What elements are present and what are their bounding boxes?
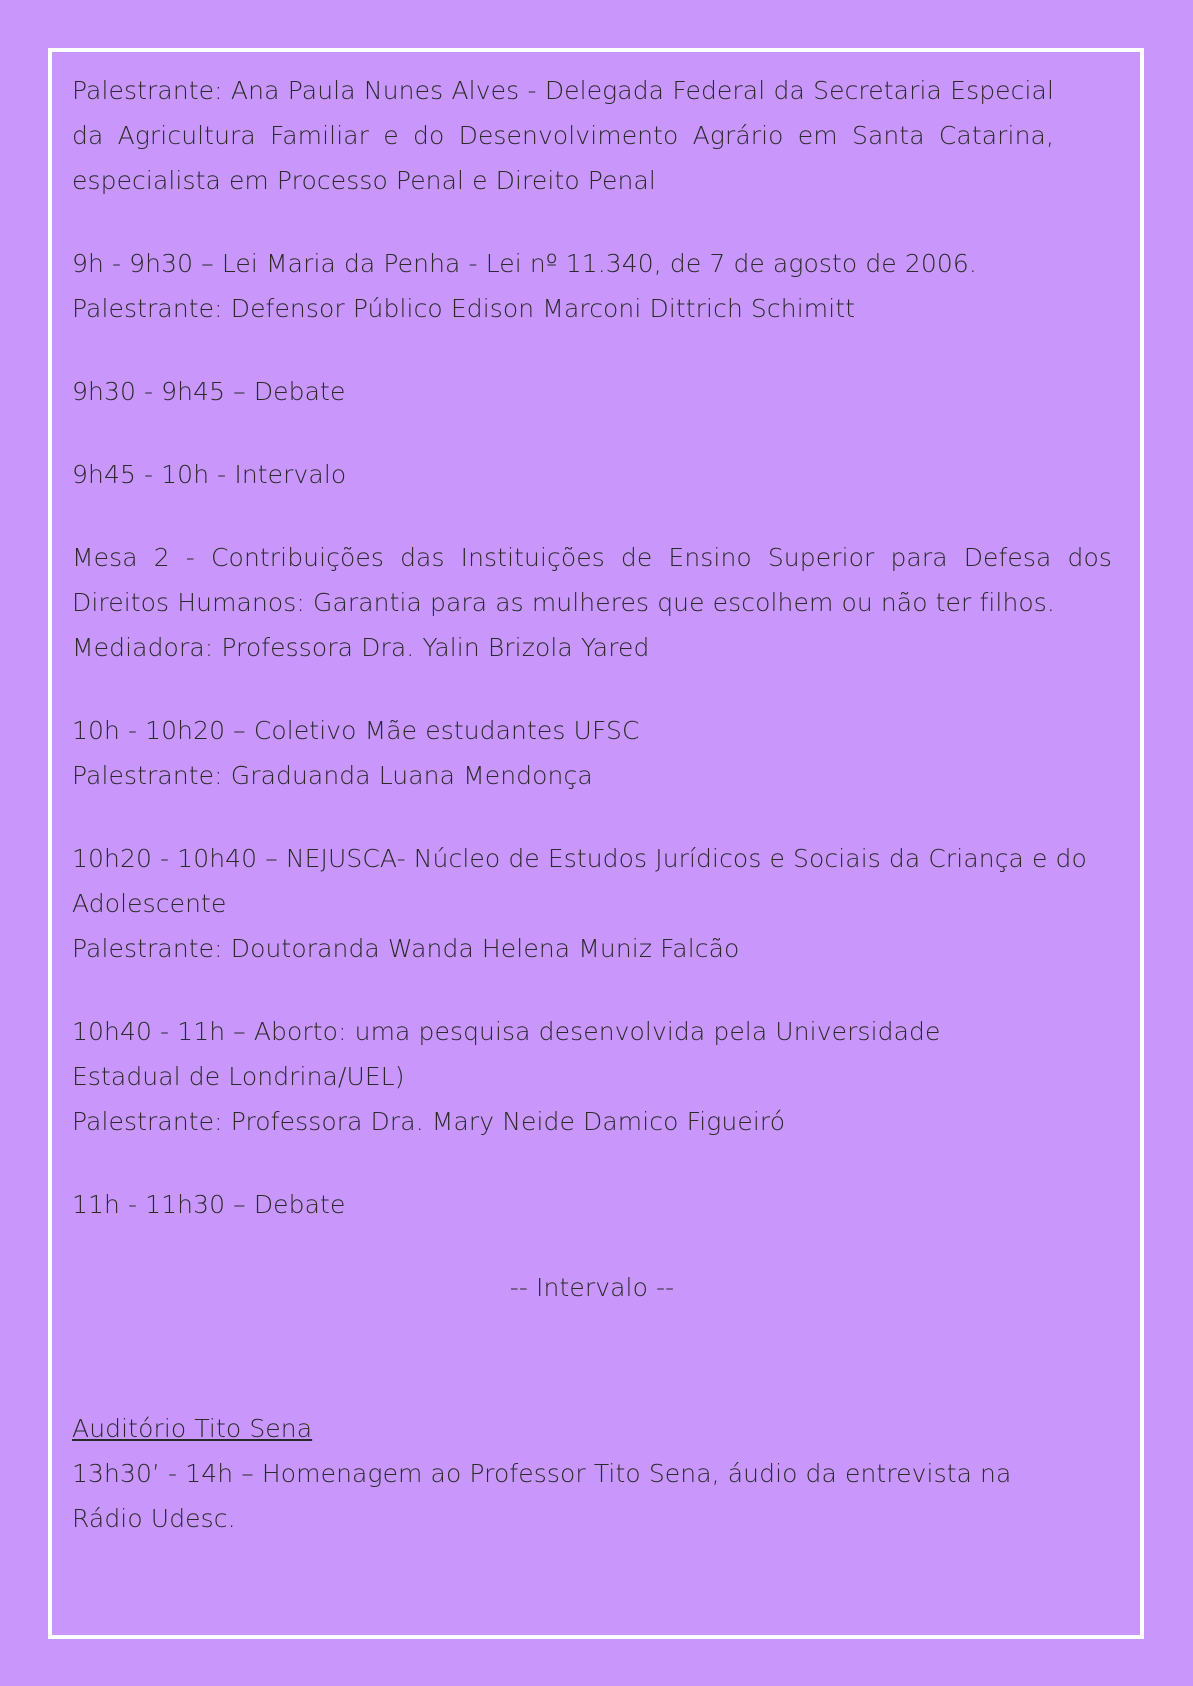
program-schedule — [72, 68, 1112, 1579]
panel-mesa-2 — [72, 535, 1112, 670]
speaker-line: Palestrante: Ana Paula Nunes Alves - Delegada Federal da Secretaria Especial da Agricultura Familiar e do Desenvolvimento Agrário em Santa Catarina, especialista em Processo Penal e Direito Penal — [72, 76, 1054, 195]
session-title: 9h - 9h30 – Lei Maria da Penha - Lei nº 11.340, de 7 de agosto de 2006. — [72, 249, 977, 278]
session-title: 10h40 - 11h – Aborto: uma pesquisa desenvolvida pela Universidade — [72, 1017, 941, 1046]
session-nejusca — [72, 836, 1112, 971]
session-lei-maria-da-penha — [72, 241, 1112, 331]
session-intervalo-1 — [72, 452, 1112, 497]
auditorium-title: Auditório Tito Sena — [72, 1414, 313, 1443]
session-title-continued: Estadual de Londrina/UEL) — [72, 1062, 405, 1091]
session-aborto — [72, 1009, 1112, 1144]
panel-title: Mesa 2 - Contribuições das Instituições de Ensino Superior para Defesa dos Direitos Humanos: Garantia para as mulheres que escolhem ou não ter filhos. — [72, 543, 1112, 617]
session-title: 9h45 - 10h - Intervalo — [72, 460, 347, 489]
session-title: 13h30’ - 14h – Homenagem ao Professor Tito Sena, áudio da entrevista na — [72, 1459, 1012, 1488]
session-title-continued: Rádio Udesc. — [72, 1504, 236, 1533]
speaker-line: Palestrante: Professora Dra. Mary Neide Damico Figueiró — [72, 1107, 786, 1136]
speaker-line: Palestrante: Doutoranda Wanda Helena Muniz Falcão — [72, 934, 740, 963]
interval-divider — [72, 1265, 1112, 1310]
session-title: 10h - 10h20 – Coletivo Mãe estudantes UFSC — [72, 716, 640, 745]
mediator-line: Mediadora: Professora Dra. Yalin Brizola Yared — [72, 633, 650, 662]
session-title: 11h - 11h30 – Debate — [72, 1190, 346, 1219]
interval-label: -- Intervalo -- — [509, 1273, 675, 1302]
session-coletivo-mae — [72, 708, 1112, 798]
session-debate-1 — [72, 369, 1112, 414]
session-debate-2 — [72, 1182, 1112, 1227]
auditorium-section — [72, 1406, 1112, 1541]
section-spacer — [72, 1348, 1112, 1406]
speaker-line: Palestrante: Graduanda Luana Mendonça — [72, 761, 593, 790]
speaker-block-ana-paula — [72, 68, 1112, 203]
session-title: 9h30 - 9h45 – Debate — [72, 377, 346, 406]
session-title: 10h20 - 10h40 – NEJUSCA- Núcleo de Estudos Jurídicos e Sociais da Criança e do Adolescente — [72, 844, 1087, 918]
speaker-line: Palestrante: Defensor Público Edison Marconi Dittrich Schimitt — [72, 294, 856, 323]
